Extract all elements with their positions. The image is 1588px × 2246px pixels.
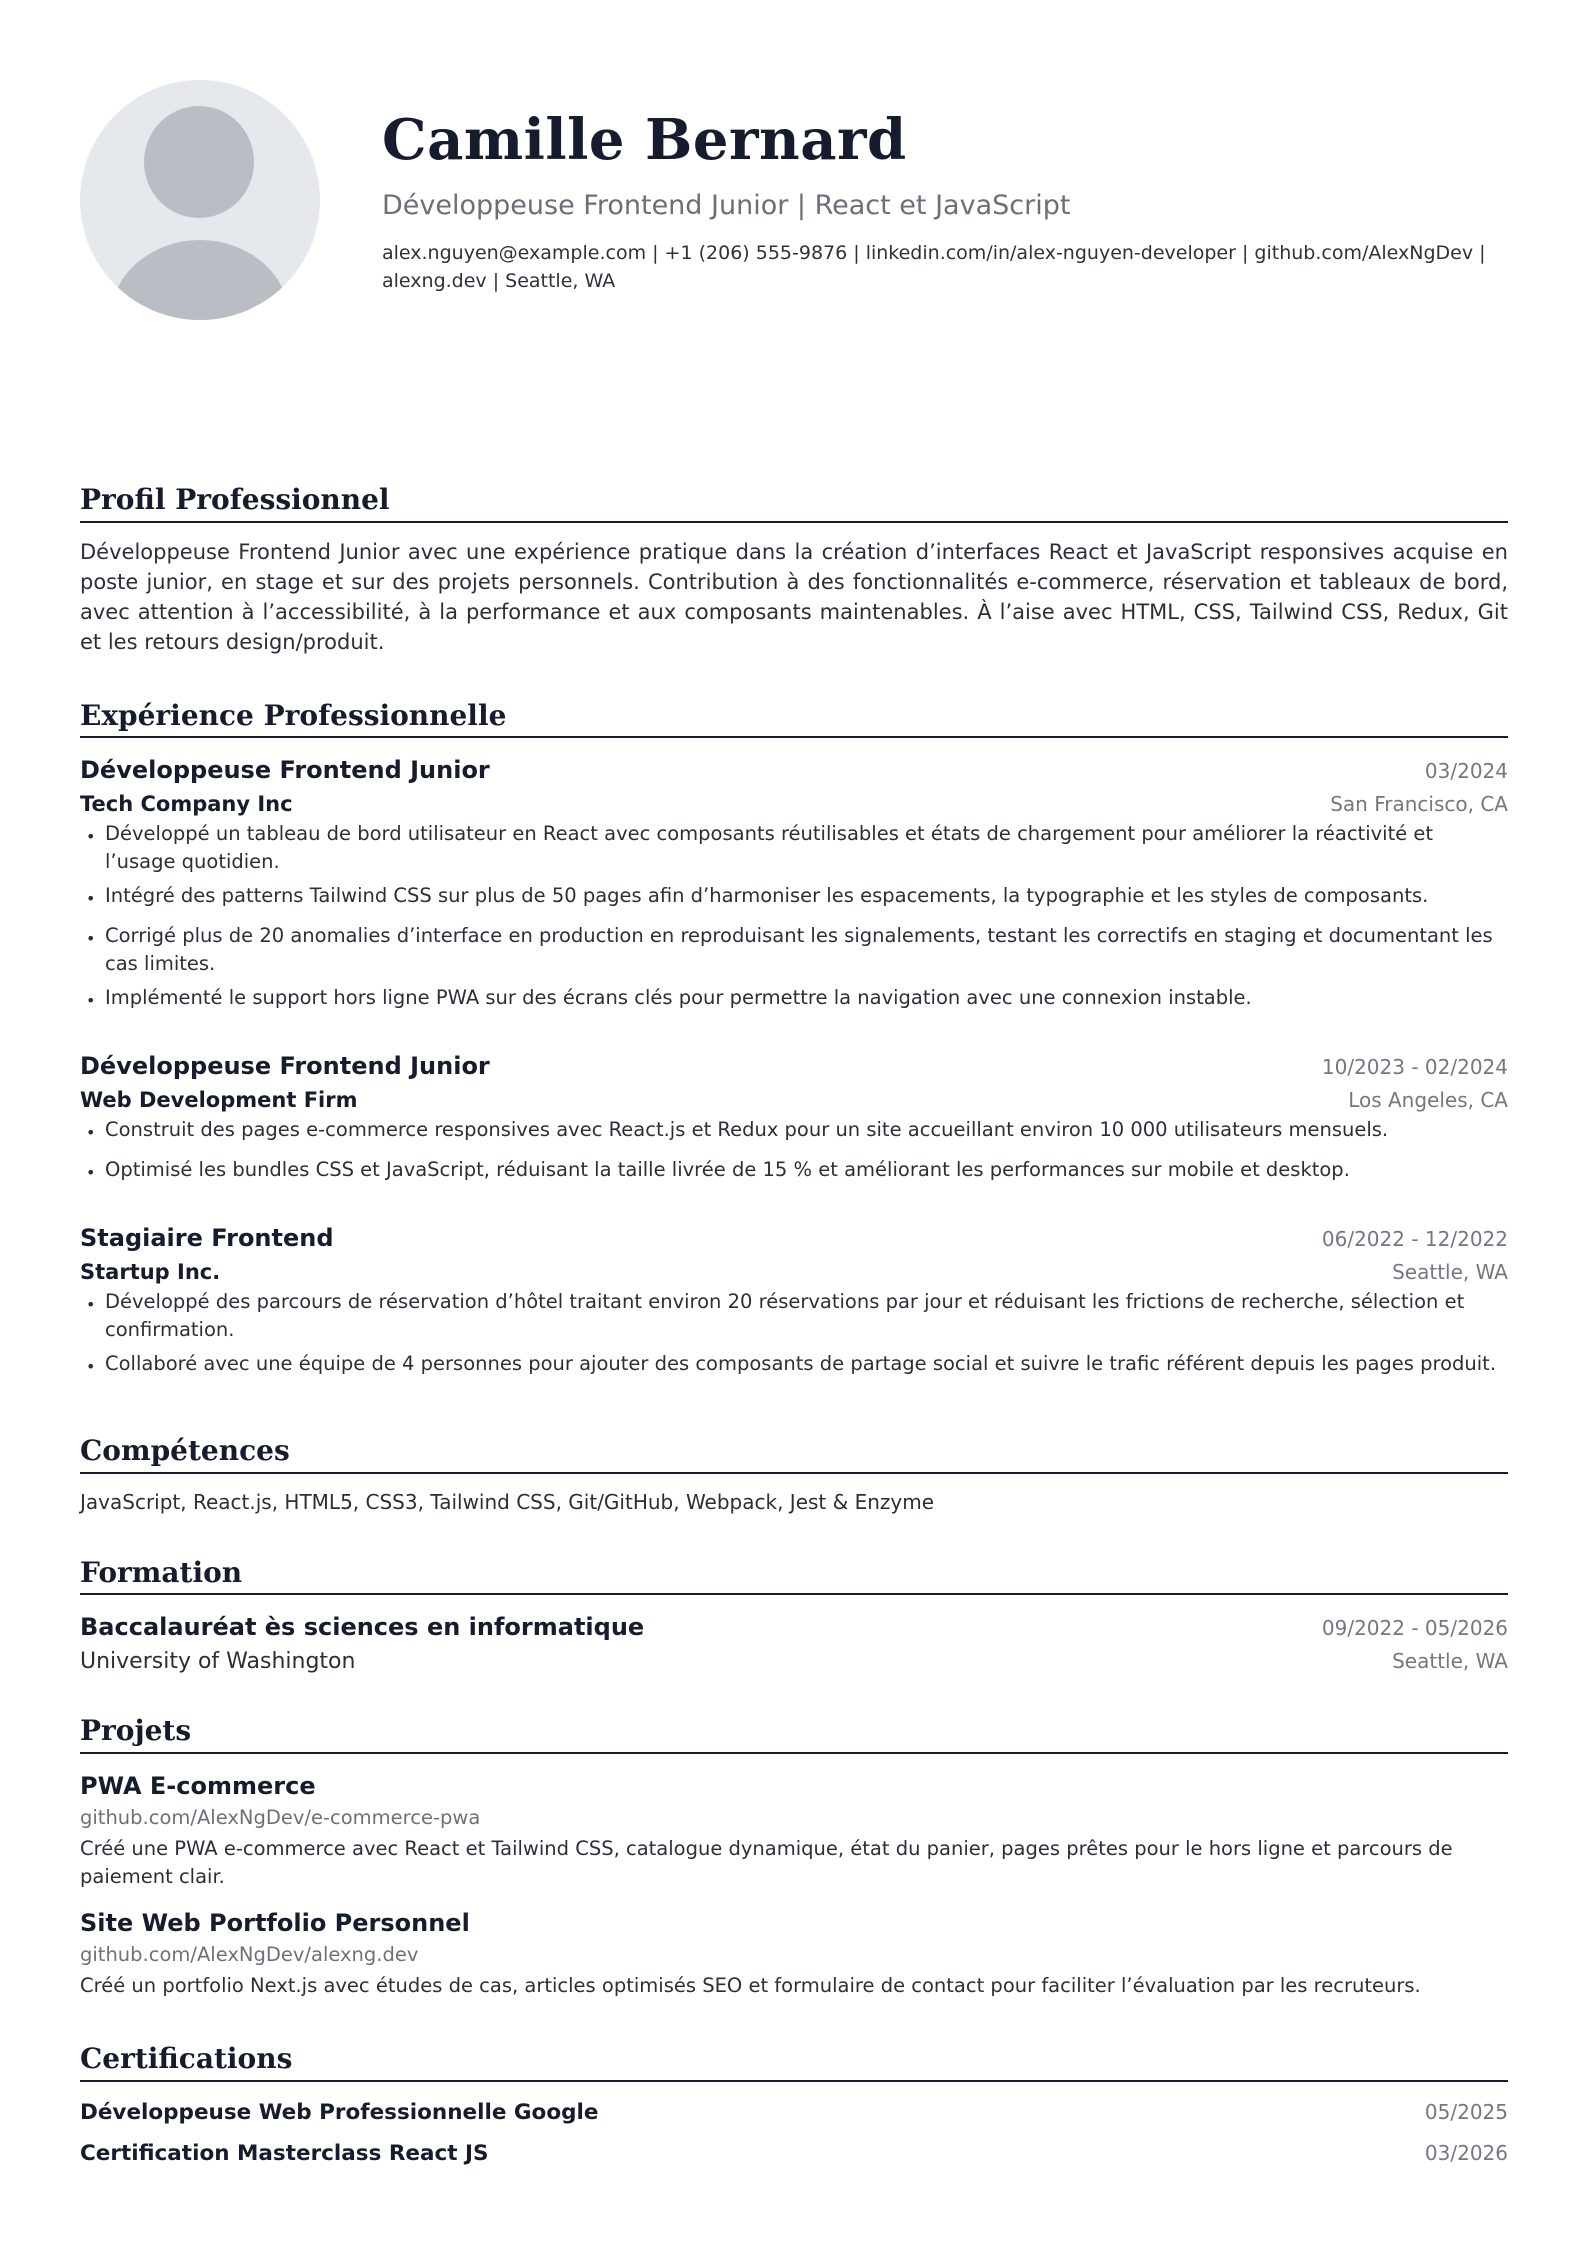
certification-entry: [80, 2141, 1508, 2166]
job-location: Seattle, WA: [1392, 1260, 1508, 1285]
project-entry: [80, 1772, 1508, 1891]
job-bullets: [80, 820, 1508, 1012]
project-entry: [80, 1909, 1508, 2000]
certification-date: 05/2025: [1424, 2099, 1508, 2124]
job-location: San Francisco, CA: [1330, 792, 1508, 817]
certifications-section: [80, 2042, 1508, 2166]
job-title: Stagiaire Frontend: [80, 1224, 334, 1253]
education-date: 09/2022 - 05/2026: [1321, 1616, 1508, 1641]
list-item: • Développé un tableau de bord utilisateur en React avec composants réutilisables et états de chargement pour améliorer la réactivité et l’usage quotidien.: [80, 820, 1508, 876]
project-title: Site Web Portfolio Personnel: [80, 1908, 470, 1937]
section-title: Compétences: [80, 1434, 1508, 1474]
job-date: 06/2022 - 12/2022: [1321, 1227, 1508, 1252]
list-item: • Développé des parcours de réservation d’hôtel traitant environ 20 réservations par jour et réduisant les frictions de recherche, sélection et confirmation.: [80, 1288, 1508, 1344]
project-link[interactable]: github.com/AlexNgDev/alexng.dev: [80, 1942, 419, 1966]
certification-date: 03/2026: [1424, 2140, 1508, 2165]
section-title: Projets: [80, 1714, 1508, 1754]
list-item: • Implémenté le support hors ligne PWA sur des écrans clés pour permettre la navigation avec une connexion instable.: [80, 984, 1508, 1012]
certification-title: Développeuse Web Professionnelle Google: [80, 2099, 599, 2125]
avatar-placeholder-icon: [80, 80, 320, 320]
skills-section: [80, 1434, 1508, 1514]
job-title: Développeuse Frontend Junior: [80, 1052, 490, 1081]
list-item: • Intégré des patterns Tailwind CSS sur plus de 50 pages afin d’harmoniser les espacements, la typographie et les styles de composants.: [80, 882, 1508, 910]
section-title: Expérience Professionnelle: [80, 699, 1508, 739]
education-location: Seattle, WA: [1392, 1649, 1508, 1674]
section-title: Profil Professionnel: [80, 483, 1508, 523]
contact-line: alex.nguyen@example.com | +1 (206) 555-9876 | linkedin.com/in/alex-nguyen-developer | github.com/AlexNgDev | alexng.dev | Seattle, WA: [382, 241, 1486, 292]
candidate-name: Camille Bernard: [382, 107, 907, 173]
header-text: [382, 80, 1508, 295]
section-title: Formation: [80, 1556, 1508, 1596]
profile-section: [80, 483, 1508, 657]
experience-section: [80, 699, 1508, 1379]
certification-entry: [80, 2100, 1508, 2125]
list-item: • Construit des pages e-commerce responsives avec React.js et Redux pour un site accueillant environ 10 000 utilisateurs mensuels.: [80, 1116, 1508, 1144]
resume-header: [80, 80, 1508, 330]
job-entry: [80, 1052, 1508, 1184]
list-item: • Collaboré avec une équipe de 4 personnes pour ajouter des composants de partage social et suivre le trafic référent depuis les pages produit.: [80, 1350, 1508, 1378]
job-bullets: [80, 1116, 1508, 1184]
job-company: Startup Inc.: [80, 1260, 221, 1285]
projects-section: [80, 1714, 1508, 2000]
degree-title: Baccalauréat ès sciences en informatique: [80, 1613, 645, 1642]
job-entry: [80, 1224, 1508, 1378]
job-bullets: [80, 1288, 1508, 1378]
skills-list: JavaScript, React.js, HTML5, CSS3, Tailwind CSS, Git/GitHub, Webpack, Jest & Enzyme: [80, 1489, 935, 1514]
list-item: • Optimisé les bundles CSS et JavaScript, réduisant la taille livrée de 15 % et améliorant les performances sur mobile et desktop.: [80, 1156, 1508, 1184]
job-date: 03/2024: [1424, 759, 1508, 784]
job-company: Tech Company Inc: [80, 792, 293, 817]
school-name: University of Washington: [80, 1649, 356, 1675]
list-item: • Corrigé plus de 20 anomalies d’interface en production en reproduisant les signalements, testant les correctifs en staging et documentant les cas limites.: [80, 922, 1508, 978]
candidate-subtitle: Développeuse Frontend Junior | React et JavaScript: [382, 189, 1071, 221]
project-title: PWA E-commerce: [80, 1771, 316, 1800]
education-section: [80, 1556, 1508, 1675]
profile-summary: Développeuse Frontend Junior avec une expérience pratique dans la création d’interfaces React et JavaScript responsives acquise en poste junior, en stage et sur des projets personnels. Contribution à des fonctionnalités e-commerce, réservation et tableaux de bord, avec attention à l’accessibilité, à la performance et aux composants maintenables. À l’aise avec HTML, CSS, Tailwind CSS, Redux, Git et les retours design/produit.: [80, 539, 1508, 654]
project-description: Créé un portfolio Next.js avec études de cas, articles optimisés SEO et formulaire de contact pour faciliter l’évaluation par les recruteurs.: [80, 1973, 1421, 1997]
certification-title: Certification Masterclass React JS: [80, 2140, 489, 2166]
job-date: 10/2023 - 02/2024: [1321, 1055, 1508, 1080]
job-location: Los Angeles, CA: [1348, 1088, 1508, 1113]
job-title: Développeuse Frontend Junior: [80, 756, 490, 785]
project-link[interactable]: github.com/AlexNgDev/e-commerce-pwa: [80, 1805, 481, 1829]
job-entry: [80, 756, 1508, 1012]
project-description: Créé une PWA e-commerce avec React et Tailwind CSS, catalogue dynamique, état du panier, pages prêtes pour le hors ligne et parcours de paiement clair.: [80, 1836, 1453, 1888]
job-company: Web Development Firm: [80, 1088, 358, 1113]
section-title: Certifications: [80, 2042, 1508, 2082]
